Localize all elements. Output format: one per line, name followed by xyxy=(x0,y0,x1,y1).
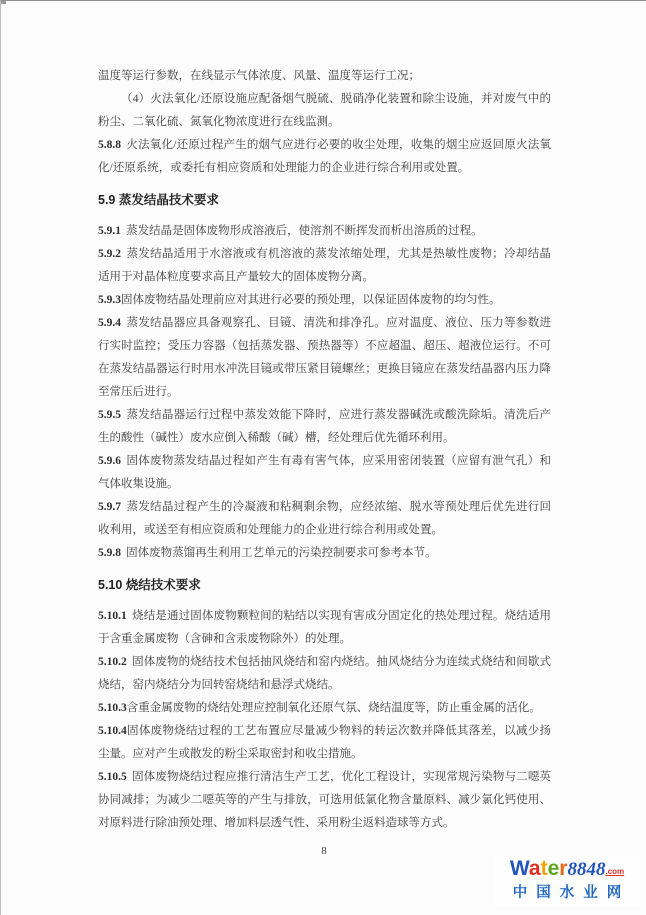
clause-paragraph xyxy=(98,312,551,404)
logo-letter: r xyxy=(559,857,568,880)
clause-text: 火法氧化/还原过程产生的烟气应进行必要的收尘处理，收集的烟尘应返回原火法氧化/还原系统，或委托有相应资质和处理能力的企业进行综合利用或处置。 xyxy=(98,139,551,174)
logo-letter: e xyxy=(547,857,560,880)
clause-number: 5.8.8 xyxy=(98,139,121,151)
clause-number: 5.10.5 xyxy=(98,771,127,783)
page-number: 8 xyxy=(321,845,327,857)
clause-paragraph xyxy=(98,697,551,720)
logo-tld-com: .com xyxy=(605,867,625,876)
logo-letter: W xyxy=(509,857,529,880)
clause-text: 蒸发结晶器应具备观察孔、目镜、清洗和排净孔。应对温度、液位、压力等参数进行实时监控；受压力容器（包括蒸发器、预热器等）不应超温、超压、超液位运行。不可在蒸发结晶器运行时用水冲洗目镜或带压紧目镜螺丝；更换目镜应在蒸发结晶器内压力降至常压后进行。 xyxy=(98,317,551,398)
clause-text: 固体废物烧结过程的工艺布置应尽量减少物料的转运次数并降低其落差，以减少扬尘量。应对产生或散发的粉尘采取密封和收尘措施。 xyxy=(98,725,551,760)
clause-number: 5.9.2 xyxy=(98,248,121,260)
clause-paragraph xyxy=(98,720,551,766)
clause-paragraph xyxy=(98,134,551,180)
clause-paragraph xyxy=(98,496,551,542)
clause-number: 5.9.7 xyxy=(98,501,121,513)
clause-number: 5.9.4 xyxy=(98,317,121,329)
clause-number: 5.10.2 xyxy=(98,656,127,668)
clause-number: 5.10.1 xyxy=(98,610,127,622)
clause-text: （4）火法氧化/还原设施应配备烟气脱硫、脱硝净化装置和除尘设施，并对废气中的粉尘、二氧化硫、氮氧化物浓度进行在线监测。 xyxy=(98,93,551,128)
clause-paragraph xyxy=(98,766,551,835)
clause-text: 固体废物的烧结技术包括抽风烧结和窑内烧结。抽风烧结分为连续式烧结和间歇式烧结，窑内烧结分为回转窑烧结和悬浮式烧结。 xyxy=(98,656,551,691)
clause-number: 5.9.1 xyxy=(98,225,121,237)
clause-number: 5.9.3 xyxy=(98,294,121,306)
clause-text: 温度等运行参数，在线显示气体浓度、风量、温度等运行工况； xyxy=(98,70,420,82)
clause-number: 5.10.4 xyxy=(98,725,127,737)
section-heading: 5.9 蒸发结晶技术要求 xyxy=(98,193,219,207)
clause-number: 5.10.3 xyxy=(98,702,127,714)
clause-paragraph xyxy=(98,243,551,289)
clause-paragraph xyxy=(98,220,551,243)
logo-word-water xyxy=(509,857,568,880)
clause-number: 5.9.8 xyxy=(98,547,121,559)
clause-text: 蒸发结晶过程产生的冷凝液和粘稠剩余物，应经浓缩、脱水等预处理后优先进行回收利用，或送至有相应资质和处理能力的企业进行综合利用或处置。 xyxy=(98,501,551,536)
body-paragraph xyxy=(98,65,551,88)
clause-text: 固体废物蒸馏再生利用工艺单元的污染控制要求可参考本节。 xyxy=(126,547,437,559)
clause-text: 含重金属废物的烧结处理应控制氧化还原气氛、烧结温度等，防止重金属的活化。 xyxy=(126,702,541,714)
logo-tagline: 中国水业网 xyxy=(512,885,631,901)
clause-paragraph xyxy=(98,450,551,496)
clause-paragraph xyxy=(98,651,551,697)
clause-text: 固体废物结晶处理前应对其进行必要的预处理，以保证固体废物的均匀性。 xyxy=(121,294,501,306)
clause-text: 蒸发结晶器运行过程中蒸发效能下降时，应进行蒸发器碱洗或酸洗除垢。清洗后产生的酸性（碱性）废水应倒入稀酸（碱）槽，经处理后优先循环利用。 xyxy=(98,409,551,444)
clause-text: 蒸发结晶是固体废物形成溶液后，使溶剂不断挥发而析出溶质的过程。 xyxy=(126,225,483,237)
logo-wordmark xyxy=(496,858,638,883)
clause-text: 固体废物烧结过程应推行清洁生产工艺，优化工程设计，实现常规污染物与二噁英协同减排；为减少二噁英等的产生与排放，可选用低氯化物含量原料、减少氯化钙使用、对原料进行除油预处理、增加料层透气性、采用粉尘返料造球等方式。 xyxy=(98,771,551,829)
body-paragraph xyxy=(98,88,551,134)
logo-number-8848: 8848 xyxy=(567,859,606,880)
clause-number: 5.9.5 xyxy=(98,409,121,421)
logo-letter: a xyxy=(528,857,541,880)
clause-paragraph xyxy=(98,542,551,565)
clause-text: 固体废物蒸发结晶过程如产生有毒有害气体，应采用密闭装置（应留有泄气孔）和气体收集设施。 xyxy=(98,455,551,490)
clause-number: 5.9.6 xyxy=(98,455,121,467)
clause-paragraph xyxy=(98,289,551,312)
clause-text: 蒸发结晶适用于水溶液或有机溶液的蒸发浓缩处理，尤其是热敏性废物；冷却结晶适用于对晶体粒度要求高且产量较大的固体废物分离。 xyxy=(98,248,551,283)
clause-text: 烧结是通过固体废物颗粒间的粘结以实现有害成分固定化的热处理过程。烧结适用于含重金属废物（含砷和含汞废物除外）的处理。 xyxy=(98,610,551,645)
clause-paragraph xyxy=(98,404,551,450)
document-body xyxy=(98,65,551,835)
clause-paragraph xyxy=(98,605,551,651)
section-heading: 5.10 烧结技术要求 xyxy=(98,578,201,592)
water8848-logo xyxy=(494,856,640,906)
logo-letter: t xyxy=(540,857,548,880)
